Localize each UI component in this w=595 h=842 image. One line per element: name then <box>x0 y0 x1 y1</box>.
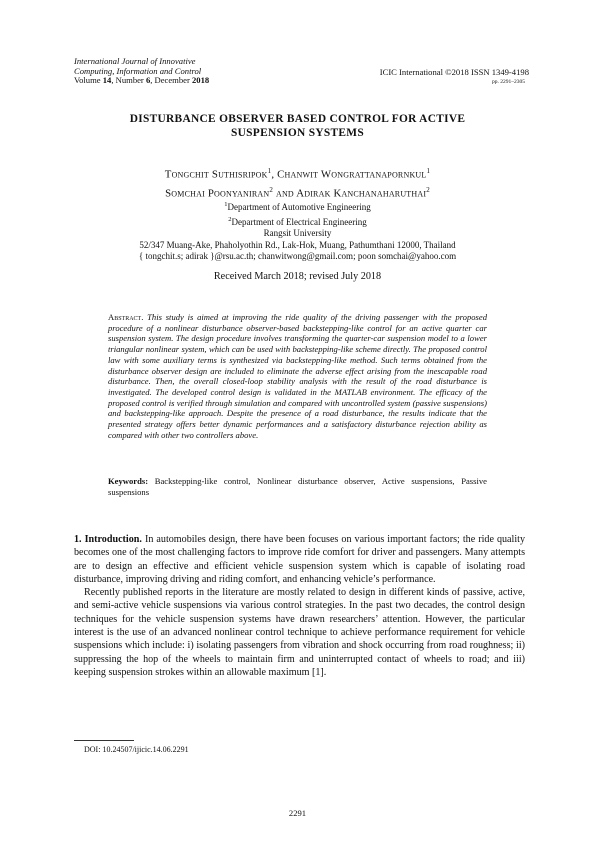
journal-name-line2: Computing, Information and Control <box>74 65 202 76</box>
abstract-label: Abstract. <box>108 312 144 322</box>
author-line1 <box>60 164 535 183</box>
volume-number: 14 <box>102 75 112 86</box>
author-3-affil: 2 <box>269 185 274 194</box>
author-2: Chanwit Wongrattanapornkul <box>277 168 427 181</box>
journal-info <box>74 57 209 86</box>
author-2-affil: 1 <box>426 167 431 175</box>
footnote-rule <box>74 740 134 741</box>
author-1: Tongchit Suthisripok <box>164 168 268 181</box>
title-line1: DISTURBANCE OBSERVER BASED CONTROL FOR ACTIVE <box>129 113 466 125</box>
author-4-affil: 2 <box>426 185 430 194</box>
intro-paragraph-1 <box>74 533 525 586</box>
abstract-text: This study is aimed at improving the ride quality of the driving passenger with the proposed procedure of a nonlinear disturbance observer-based backstepping-like control for an active quarter car suspension system. The design procedure involves transforming the quarter-car suspension model to a lower triangular nonlinear system, which can be used with backstepping-like scheme directly. The proposed control law with some auxiliary terms is synthesized via backstepping-like method. Such terms obtained from the disturbance observer design are included to eliminate the adverse effect arising from the inescapable road disturbance. Then, the overall closed-loop stability analysis with the result of the road disturbance is investigated. The developed control design is validated in the MATLAB environment. The efficacy of the proposed control is verified through simulation and compared with uncontrolled system (passive suspensions) and backstepping-like approach. Despite the presence of a road disturbance, the results indicate that the presented strategy offers better dynamic performances and a satisfactory disturbance rejection ability as compared with other two controllers above. <box>108 312 487 440</box>
intro-p1-text: In automobiles design, there have been focuses on various important factors; the ride quality becomes one of the most challenging factors to improve ride comfort for driver and passengers. Many attempts are to design an effective and efficient vehicle suspension system which is capable of isolating road disturbance, improving driving and riding comfort, and enhancing vehicle’s performance. <box>74 534 525 585</box>
university: Rangsit University <box>263 228 332 238</box>
number-value: 6 <box>145 75 151 86</box>
address: 52/347 Muang-Ake, Phaholyothin Rd., Lak-Hok, Muang, Pathumthani 12000, Thailand <box>139 239 456 250</box>
affiliation-1 <box>60 199 535 214</box>
affiliation-1-text: Department of Automotive Engineering <box>227 202 371 212</box>
keywords <box>108 476 487 497</box>
page-number: 2291 <box>288 808 307 818</box>
affiliations <box>60 199 535 263</box>
received-dates: Received March 2018; revised July 2018 <box>213 271 382 282</box>
affiliation-2-mark: 2 <box>228 215 232 223</box>
author-4: Adirak Kanchanaharuthai <box>296 187 427 200</box>
volume-prefix: Volume <box>74 75 103 86</box>
keywords-text: Backstepping-like control, Nonlinear disturbance observer, Active suspensions, Passive suspensions <box>108 476 487 497</box>
emails: { tongchit.s; adirak }@rsu.ac.th; chanwitwong@gmail.com; poon somchai@yahoo.com <box>138 251 457 261</box>
introduction-section <box>74 533 525 679</box>
affiliation-2 <box>60 214 535 229</box>
page-range: pp. 2291–2305 <box>492 79 525 85</box>
section-heading: 1. Introduction. <box>74 534 142 545</box>
doi-footnote: DOI: 10.24507/ijicic.14.06.2291 <box>84 745 189 754</box>
author-list <box>60 164 535 201</box>
issn-info: ICIC International ©2018 ISSN 1349-4198 <box>379 67 529 77</box>
affiliation-2-text: Department of Electrical Engineering <box>231 216 367 227</box>
paper-title <box>60 112 535 140</box>
affiliation-1-mark: 1 <box>224 201 228 208</box>
abstract <box>108 312 487 440</box>
title-line2: SUSPENSION SYSTEMS <box>231 127 364 139</box>
intro-paragraph-2: Recently published reports in the literature are mostly related to design in different kinds of passive, active, and semi-active vehicle suspensions via various control strategies. In the past two decades, the control design techniques for the vehicle suspension systems have drawn researchers’ attention. However, the particular interest is the use of an advanced nonlinear control technique to achieve performance requirement for vehicle suspensions which include: i) isolating passengers from vibration and shock occurring from road roughness; ii) suppressing the hop of the wheels to maintain firm and uninterrupted contact of wheels to road; and iii) keeping suspension strokes within an allowable maximum [1]. <box>74 587 525 678</box>
author-3: Somchai Poonyaniran <box>165 187 270 200</box>
year: 2018 <box>192 75 210 86</box>
author-and: and <box>273 187 297 200</box>
number-prefix: , Number <box>111 75 146 86</box>
journal-name-line1: International Journal of Innovative <box>74 56 196 66</box>
author-1-affil: 1 <box>267 167 272 175</box>
keywords-label: Keywords: <box>108 476 149 486</box>
date-prefix: , December <box>150 75 192 86</box>
author-separator: , <box>271 168 278 181</box>
volume-line <box>74 76 209 86</box>
